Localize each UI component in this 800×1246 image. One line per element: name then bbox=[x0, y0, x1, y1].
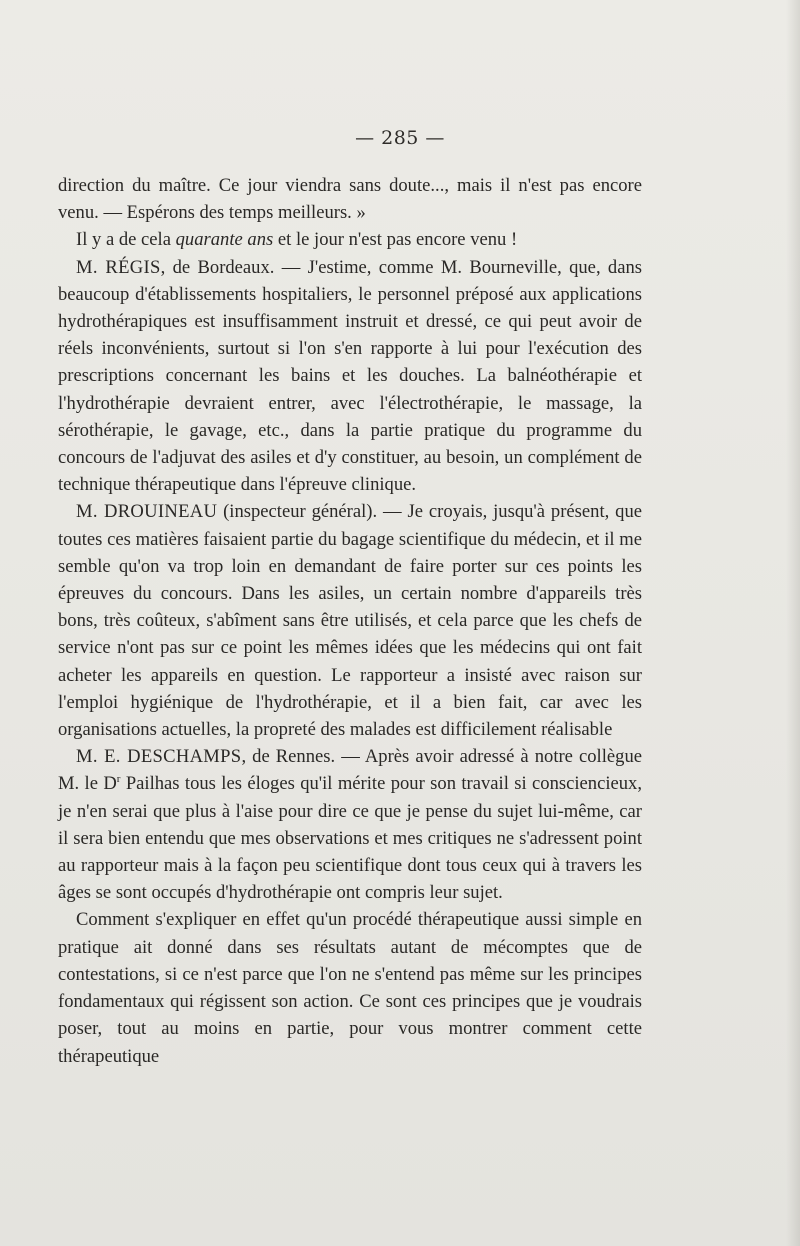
paragraph-2-italic: quarante ans bbox=[175, 229, 274, 251]
paragraph-2-after: et le jour n'est pas encore venu ! bbox=[273, 229, 518, 251]
paragraph-5-sup: r bbox=[116, 773, 121, 786]
speaker-drouineau: M. DROUINEAU bbox=[76, 501, 218, 523]
paragraph-5-before: , de Rennes. — Après avoir adressé à notre collègue M. le D bbox=[58, 746, 642, 795]
paragraph-1 bbox=[58, 172, 642, 226]
paragraph-2 bbox=[58, 226, 642, 253]
paragraph-3-text: , de Bordeaux. — J'estime, comme M. Bourneville, que, dans beaucoup d'établissements hospitaliers, le personnel préposé aux applications hydrothérapiques est insuffisamment instruit et dressé, ce qui peut avoir de réels inconvénients, surtout si l'on s'en rapporte à lui pour l'exécution des prescriptions concernant les bains et les douches. La balnéothérapie et l'hydrothérapie devraient entrer, avec l'électrothérapie, le massage, la sérothérapie, le gavage, etc., dans la partie pratique du programme du concours de l'adjuvat des asiles et d'y constituer, au besoin, un complément de technique thérapeutique dans l'épreuve clinique. bbox=[58, 256, 642, 496]
paragraph-5 bbox=[58, 743, 642, 906]
page-edge-shadow bbox=[786, 0, 800, 1246]
speaker-deschamps: M. E. DESCHAMPS bbox=[76, 746, 242, 768]
body-text bbox=[58, 172, 642, 1070]
paragraph-3 bbox=[58, 254, 642, 499]
paragraph-2-before: Il y a de cela bbox=[76, 229, 176, 251]
page-number: — 285 — bbox=[355, 127, 445, 149]
speaker-regis: M. RÉGIS bbox=[76, 256, 161, 278]
paragraph-6-text: Comment s'expliquer en effet qu'un procédé thérapeutique aussi simple en pratique ait donné dans ses résultats autant de mécomptes que de contestations, si ce n'est parce que l'on ne s'entend pas même sur les principes fondamentaux qui régissent son action. Ce sont ces principes que je voudrais poser, tout au moins en partie, pour vous montrer comment cette thérapeutique bbox=[58, 909, 642, 1067]
paragraph-4 bbox=[58, 498, 642, 743]
paragraph-5-after: Pailhas tous les éloges qu'il mérite pour son travail si consciencieux, je n'en serai que plus à l'aise pour dire ce que je pense du sujet lui-même, car il sera bien entendu que mes observations et mes critiques ne s'adressent point au rapporteur mais à la façon peu scientifique dont tous ceux qui à travers les âges se sont occupés d'hydrothérapie ont compris leur sujet. bbox=[58, 773, 642, 904]
paragraph-6 bbox=[58, 906, 642, 1069]
paragraph-4-text: (inspecteur général). — Je croyais, jusqu'à présent, que toutes ces matières faisaient partie du bagage scientifique du médecin, et il me semble qu'on va trop loin en demandant de faire porter sur ces points les épreuves du concours. Dans les asiles, un certain nombre d'appareils très bons, très coûteux, s'abîment sans être utilisés, et cela parce que les chefs de service n'ont pas sur ce point les mêmes idées que les médecins qui ont fait acheter les appareils en question. Le rapporteur a insisté avec raison sur l'emploi hygiénique de l'hydrothérapie, et il a bien fait, car avec les organisations actuelles, la propreté des malades est difficilement réalisable bbox=[58, 501, 642, 741]
paragraph-1-text: direction du maître. Ce jour viendra sans doute..., mais il n'est pas encore venu. — Espérons des temps meilleurs. » bbox=[58, 175, 642, 224]
